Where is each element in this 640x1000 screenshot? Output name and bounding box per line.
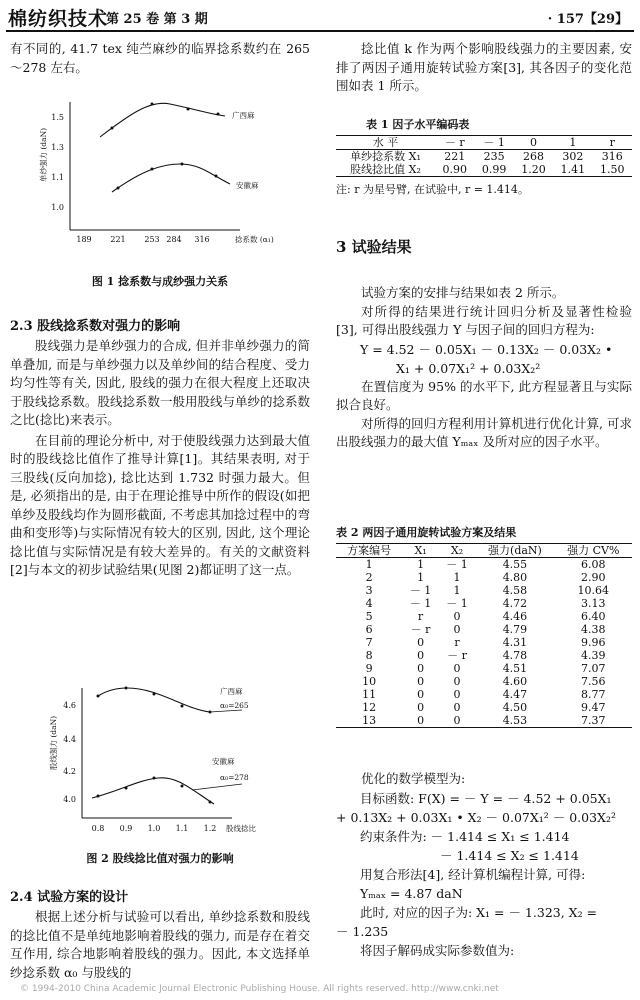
figure-1-caption: 图 1 捻系数与成纱强力关系	[91, 275, 229, 288]
table-2-cell: 7.07	[581, 662, 606, 675]
fig2-series2-label: 安徽麻	[212, 757, 235, 766]
fig1-point	[215, 175, 218, 178]
fig1-xtick: 316	[194, 235, 210, 244]
table-2	[336, 543, 632, 728]
factor-line-1: 此时, 对应的因子为: X₁ = － 1.323, X₂ =	[360, 904, 598, 920]
fig2-series2-note: α₀=278	[220, 773, 249, 782]
fig2-xtick: 0.8	[91, 824, 105, 833]
table-2-cell: 4.79	[502, 623, 528, 636]
table-2-row	[336, 688, 632, 701]
table-2-row	[336, 662, 632, 675]
table-2-cell: 4.80	[502, 571, 528, 584]
table-1-header-cell: 水 平	[336, 136, 435, 150]
fig2-series1-note: α₀=265	[220, 701, 249, 710]
fig2-series1-label: 广西麻	[220, 687, 243, 696]
table-1-cell: 316	[601, 150, 623, 163]
table-2-cell: 4.78	[502, 649, 528, 662]
table-2-cell: 0	[417, 701, 425, 714]
fig2-point	[97, 795, 100, 798]
table-2-cell: 4.55	[502, 558, 528, 571]
table-2-cell: 3.13	[581, 597, 606, 610]
table-1	[336, 135, 632, 177]
table-1-header-cell: r	[593, 136, 632, 150]
fig1-point	[111, 127, 114, 130]
fig1-point	[117, 187, 120, 190]
journal-title: 棉纺织技术	[8, 8, 109, 30]
table-2-cell: 9.96	[581, 636, 606, 649]
table-2-row	[336, 636, 632, 649]
fig2-ytick: 4.0	[63, 795, 76, 804]
table-2-cell: r	[454, 636, 460, 649]
table-2-cell: 0	[453, 688, 461, 701]
table-2-cell: － r	[410, 623, 431, 636]
table-1-header-cell: － 1	[474, 136, 513, 150]
table-2-cell: 4.47	[502, 688, 528, 701]
table-2-cell: 10.64	[577, 584, 610, 597]
fig2-series1-line	[98, 688, 210, 712]
copyright-footer: © 1994-2010 China Academic Journal Electronic Publishing House. All rights reserved. http://www.cnki.net	[20, 984, 499, 994]
section-2-3-paragraph-2: 在目前的理论分析中, 对于使股线强力达到最大值时的股线捻比值作了推导计算[1]。其结果表明, 对于三股线(反向加捻), 捻比达到 1.732 时强力最大。但是, 必须指出的是, 由于在理论推导中所作的假设(如把单纱及股线均作为圆形截面, 不考虑其加捻过程中的弯曲和变形等)与实际情况有较大的区别, 因此, 这个理论捻比值与实际情况是有较大差异的。有关的文献资料[2]与本文的初步试验结果(见图 2)都证明了这一点。	[10, 432, 310, 577]
table-2-cell: 1	[417, 558, 425, 571]
section-3-paragraph-1: 试验方案的安排与结果如表 2 所示。	[361, 285, 565, 300]
table-1-caption: 表 1 因子水平编码表	[366, 118, 470, 131]
page-number: · 157【29】	[547, 12, 628, 27]
fig1-point	[187, 108, 190, 111]
section-2-3-title: 2.3 股线捻系数对强力的影响	[10, 319, 181, 334]
fig2-point	[153, 693, 156, 696]
table-1-cell: 0.99	[474, 163, 513, 177]
table-2-cell: 0	[417, 688, 425, 701]
table-2-row	[336, 558, 632, 572]
table-2-row	[336, 610, 632, 623]
intro-paragraph: 有不同的, 41.7 tex 纯苎麻纱的临界捻系数约在 265～278 左右。	[10, 41, 310, 75]
section-3-paragraph-3: 在置信度为 95% 的水平下, 此方程显著且与实际拟合良好。	[336, 378, 632, 412]
table-2-row	[336, 714, 632, 728]
figure-2-caption: 图 2 股线捻比值对强力的影响	[86, 852, 234, 865]
table-2-cell: 3	[365, 584, 373, 597]
calculation-line: 用复合形法[4], 经计算机编程计算, 可得:	[360, 866, 586, 882]
table-2-row	[336, 675, 632, 688]
fig2-point	[181, 705, 184, 708]
table-2-cell: 0	[453, 701, 461, 714]
fig1-series2-line	[112, 164, 230, 192]
table-2-cell: － 1	[446, 597, 468, 610]
table-2-cell: 2	[365, 571, 373, 584]
fig1-ytick: 1.1	[51, 173, 64, 182]
table-2-cell: 4	[365, 597, 373, 610]
section-3-paragraph-2: 对所得的结果进行统计回归分析及显著性检验[3], 可得出股线强力 Y 与因子间的回归方程为:	[336, 303, 632, 337]
table-2-header-cell: X₁	[402, 544, 438, 558]
table-2-cell: 9	[365, 662, 373, 675]
section-3-title: 3 试验结果	[336, 238, 412, 256]
fig2-ylabel: 股线强力 (daN)	[49, 715, 58, 770]
table-1-row	[336, 150, 632, 164]
table-2-cell: 1	[453, 571, 461, 584]
fig1-xtick: 189	[76, 235, 92, 244]
regression-equation-line-1: Y = 4.52 － 0.05X₁ － 0.13X₂ － 0.03X₂ •	[360, 341, 613, 357]
fig2-point	[125, 787, 128, 790]
optimization-title: 优化的数学模型为:	[361, 771, 466, 786]
table-2-header-cell: 强力 CV%	[555, 544, 632, 558]
table-2-cell: 0	[453, 662, 461, 675]
fig2-ytick: 4.4	[63, 735, 76, 744]
fig1-series1-label: 广西麻	[232, 111, 255, 120]
volume-issue: 第 25 卷 第 3 期	[106, 12, 208, 27]
section-2-4-title: 2.4 试验方案的设计	[10, 890, 129, 905]
regression-equation-line-2: X₁ + 0.07X₁² + 0.03X₂²	[396, 360, 541, 376]
table-2-row	[336, 649, 632, 662]
table-1-header-cell: － r	[435, 136, 474, 150]
table-1-row	[336, 163, 632, 177]
factor-line-2: － 1.235	[336, 923, 389, 939]
table-2-cell: 8	[365, 649, 373, 662]
table-1-cell: 302	[562, 150, 584, 163]
table-1-note: 注: r 为星号臂, 在试验中, r = 1.414。	[336, 183, 529, 196]
table-1-cell: 0.90	[435, 163, 474, 177]
table-2-row	[336, 701, 632, 714]
table-2-row	[336, 584, 632, 597]
table-2-cell: 6	[365, 623, 373, 636]
fig2-xtick: 0.9	[119, 824, 133, 833]
table-1-cell: 221	[444, 150, 466, 163]
fig2-xtick: 1.2	[203, 824, 217, 833]
table-2-cell: － 1	[409, 597, 432, 610]
table-2-cell: － 1	[446, 558, 468, 571]
right-top-paragraph: 捻比值 k 作为两个影响股线强力的主要因素, 安排了两因子通用旋转试验方案[3], 其各因子的变化范围如表 1 所示。	[336, 41, 632, 93]
fig1-point	[151, 168, 154, 171]
table-1-cell: 1.50	[593, 163, 632, 177]
table-2-cell: 7.37	[555, 714, 632, 728]
table-2-caption: 表 2 两因子通用旋转试验方案及结果	[336, 526, 517, 539]
table-2-cell: 9.47	[581, 701, 606, 714]
fig2-point	[97, 695, 100, 698]
fig1-xlabel: 捻系数 (α₁)	[235, 235, 274, 244]
fig2-point	[209, 801, 212, 804]
table-2-cell: － r	[447, 649, 467, 662]
fig1-series2-label: 安徽麻	[236, 181, 259, 190]
section-2-4-paragraph: 根据上述分析与试验可以看出, 单纱捻系数和股线的捻比值不是单纯地影响着股线的强力, 而是存在着交互作用, 综合地影响着股线的强力。因此, 本文选择单纱捻系数 α₀ 与股线的	[10, 909, 310, 980]
table-2-cell: － 1	[409, 584, 432, 597]
table-2-cell: r	[417, 610, 424, 623]
table-2-cell: 6.40	[581, 610, 606, 623]
fig1-ytick: 1.5	[51, 113, 64, 122]
fig1-xtick: 221	[110, 235, 126, 244]
table-2-header-cell: 方案编号	[336, 544, 402, 558]
fig1-ytick: 1.0	[51, 203, 64, 212]
fig2-ytick: 4.6	[63, 701, 76, 710]
table-2-cell: 0	[453, 610, 461, 623]
table-2-cell: 4.60	[502, 675, 528, 688]
header-rule	[6, 30, 634, 32]
table-1-header-cell: 1	[553, 136, 592, 150]
table-2-cell: 4.50	[502, 701, 528, 714]
table-2-cell: 0	[453, 623, 461, 636]
table-1-cell: 268	[523, 150, 545, 163]
table-2-cell: 0	[402, 714, 438, 728]
fig2-xtick: 1.1	[175, 824, 189, 833]
table-2-cell: 7.56	[581, 675, 606, 688]
fig2-point	[153, 777, 156, 780]
fig2-point	[181, 785, 184, 788]
fig1-xtick: 284	[166, 235, 182, 244]
table-1-cell: 股线捻比值 X₂	[336, 163, 435, 177]
table-2-row	[336, 571, 632, 584]
table-2-cell: 4.39	[581, 649, 606, 662]
table-2-row	[336, 597, 632, 610]
fig2-xlabel: 股线捻比	[226, 824, 256, 833]
table-2-cell: 4.72	[502, 597, 528, 610]
table-2-cell: 0	[417, 675, 425, 688]
table-1-cell: 235	[483, 150, 505, 163]
figure-1	[40, 92, 280, 257]
table-1-cell: 单纱捻系数 X₁	[350, 150, 421, 163]
table-2-cell: 4.31	[502, 636, 528, 649]
table-2-cell: 4.46	[502, 610, 528, 623]
fig2-point	[125, 687, 128, 690]
table-2-cell: 13	[336, 714, 402, 728]
table-2-cell: 0	[417, 649, 425, 662]
table-2-cell: 6.08	[581, 558, 606, 571]
table-2-cell: 1	[365, 558, 373, 571]
table-2-cell: 0	[417, 662, 425, 675]
fig1-point	[181, 163, 184, 166]
ymax-line: Yₘₐₓ = 4.87 daN	[360, 885, 463, 901]
fig1-ylabel: 单纱强力 (daN)	[39, 127, 48, 182]
table-2-cell: 0	[439, 714, 475, 728]
objective-line-2: + 0.13X₂ + 0.03X₁ • X₂ － 0.07X₁² － 0.03X₂²	[336, 809, 616, 825]
table-2-cell: 4.58	[502, 584, 528, 597]
table-2-cell: 7	[365, 636, 373, 649]
constraint-line-2: － 1.414 ≤ X₂ ≤ 1.414	[440, 847, 579, 863]
table-2-cell: 4.53	[475, 714, 554, 728]
fig1-series1-line	[100, 103, 225, 137]
fig1-point	[151, 103, 154, 106]
table-1-header-cell: 0	[514, 136, 553, 150]
fig2-ytick: 4.2	[63, 767, 76, 776]
fig1-point	[217, 113, 220, 116]
fig2-xtick: 1.0	[147, 824, 161, 833]
table-2-cell: 8.77	[581, 688, 606, 701]
table-2-cell: 1	[417, 571, 425, 584]
table-2-cell: 11	[362, 688, 377, 701]
decode-line: 将因子解码成实际参数值为:	[360, 942, 515, 958]
table-2-row	[336, 623, 632, 636]
table-1-cell: 1.41	[553, 163, 592, 177]
table-2-cell: 4.38	[581, 623, 606, 636]
table-2-cell: 0	[453, 675, 461, 688]
constraint-line-1: 约束条件为: － 1.414 ≤ X₁ ≤ 1.414	[360, 828, 570, 844]
table-2-header-cell: 强力(daN)	[475, 544, 554, 558]
table-2-cell: 5	[365, 610, 373, 623]
table-2-cell: 1	[453, 584, 461, 597]
figure-2	[42, 680, 292, 842]
table-2-cell: 4.51	[502, 662, 528, 675]
fig1-ytick: 1.3	[51, 143, 64, 152]
table-2-cell: 10	[362, 675, 377, 688]
objective-line-1: 目标函数: F(X) = － Y = － 4.52 + 0.05X₁	[360, 790, 612, 806]
section-3-paragraph-4: 对所得的回归方程利用计算机进行优化计算, 可求出股线强力的最大值 Yₘₐₓ 及所对应的因子水平。	[336, 415, 632, 449]
fig1-xtick: 253	[144, 235, 160, 244]
table-2-header-cell: X₂	[439, 544, 475, 558]
table-1-cell: 1.20	[514, 163, 553, 177]
table-2-cell: 0	[417, 636, 425, 649]
table-2-cell: 2.90	[581, 571, 606, 584]
table-2-cell: 12	[362, 701, 377, 714]
fig2-series2-line	[92, 778, 214, 804]
section-2-3-paragraph-1: 股线强力是单纱强力的合成, 但并非单纱强力的简单叠加, 而是与单纱强力以及单纱间的结合程度、受力均匀性等有关, 因此, 股线的强力在很大程度上还取决于股线捻系数。股线捻系数一般用股线与单纱的捻系数之比(捻比)来表示。	[10, 338, 311, 427]
